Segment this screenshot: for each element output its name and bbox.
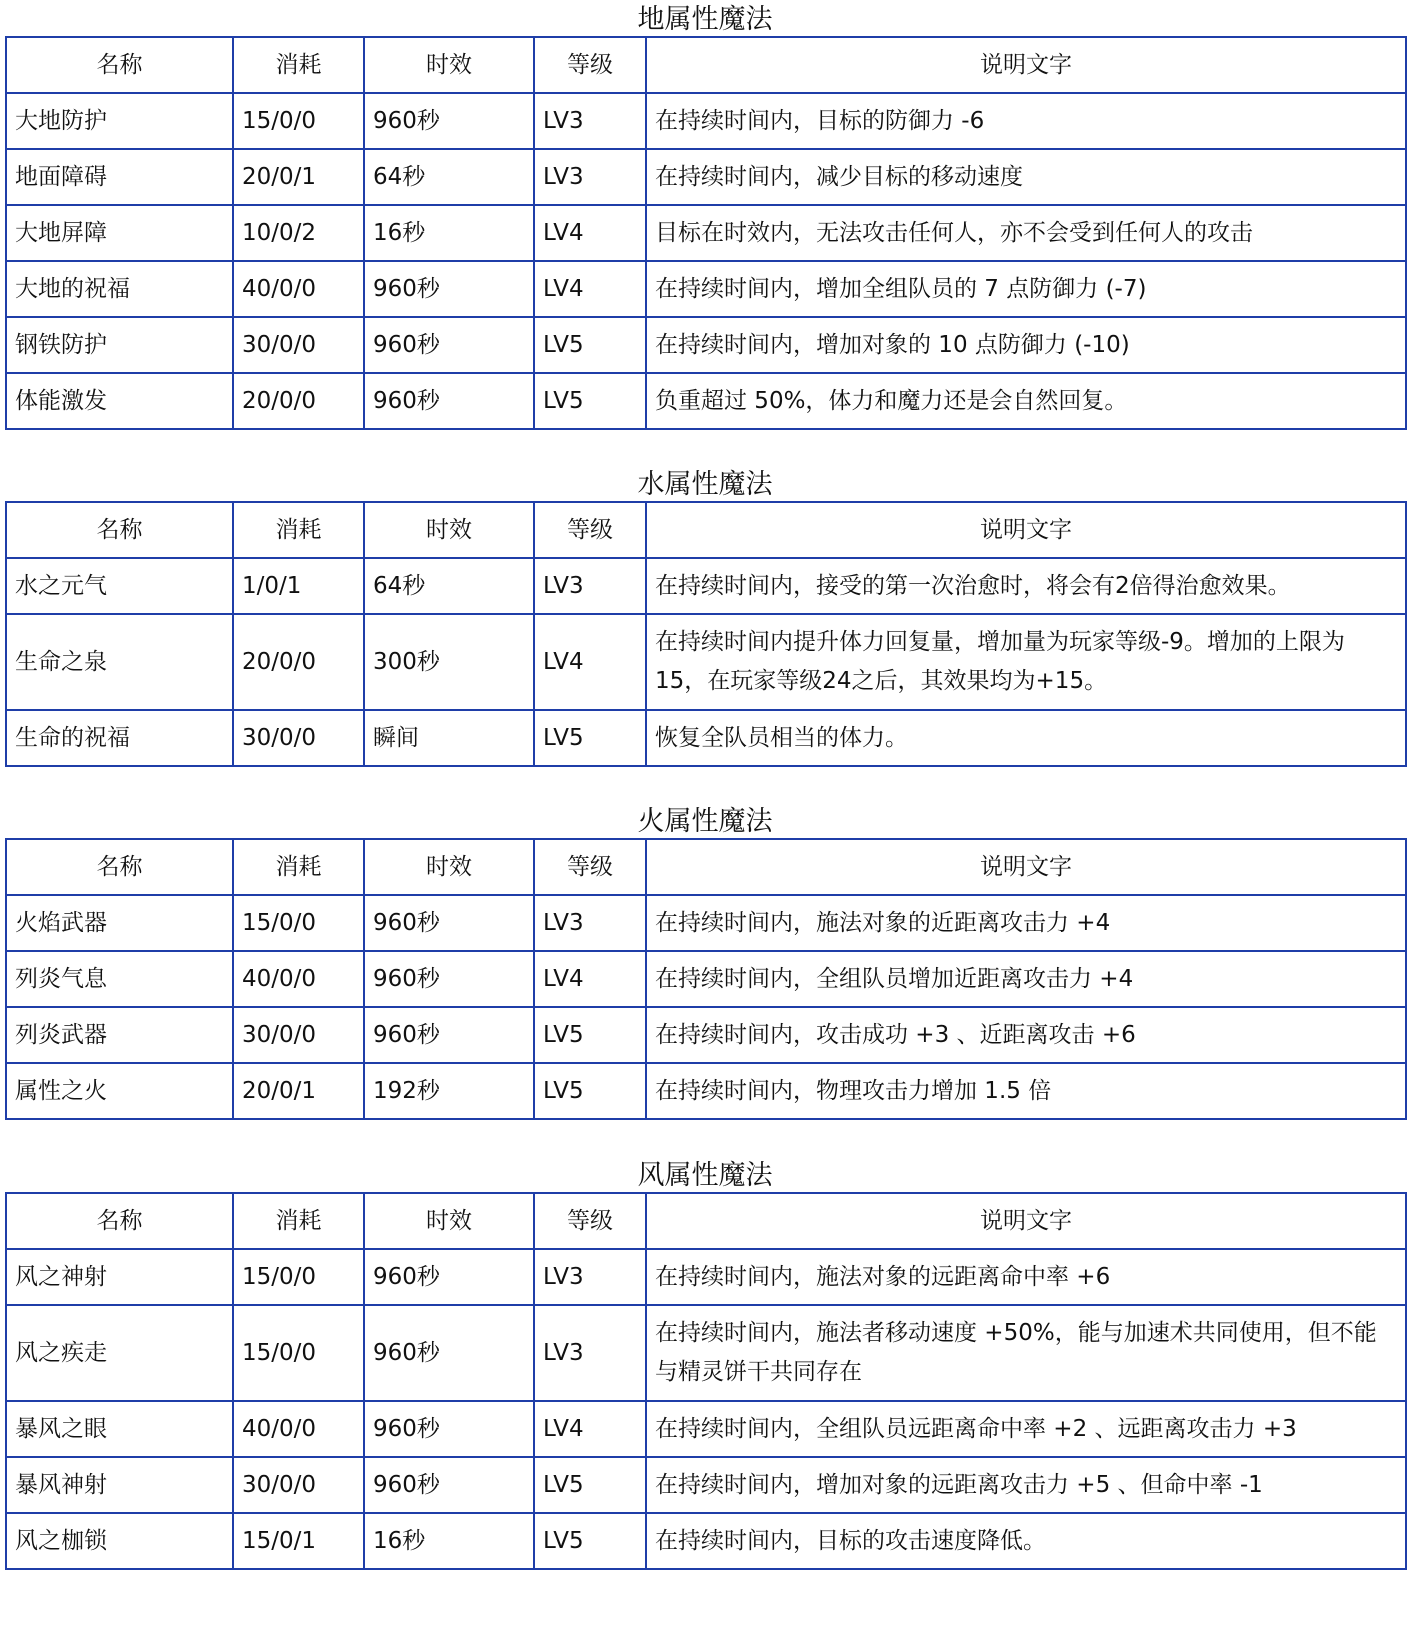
- cell-level: LV3: [534, 895, 646, 951]
- column-header-name: 名称: [6, 502, 233, 558]
- table-row: [6, 149, 1406, 205]
- cell-cost: 40/0/0: [233, 951, 364, 1007]
- cell-cost: 30/0/0: [233, 1007, 364, 1063]
- cell-duration: 64秒: [364, 558, 534, 614]
- section-title: 地属性魔法: [637, 4, 773, 35]
- cell-duration: 瞬间: [364, 710, 534, 766]
- cell-level: LV3: [534, 149, 646, 205]
- cell-duration: 960秒: [364, 261, 534, 317]
- table-header-row: [6, 839, 1406, 895]
- cell-cost: 20/0/1: [233, 149, 364, 205]
- cell-desc: 在持续时间内，增加对象的远距离攻击力 +5 、但命中率 -1: [646, 1457, 1406, 1513]
- cell-cost: 15/0/0: [233, 895, 364, 951]
- cell-level: LV3: [534, 1249, 646, 1305]
- cell-desc: 在持续时间内，增加对象的 10 点防御力 (-10): [646, 317, 1406, 373]
- section-fire-magic: [5, 802, 1405, 1120]
- cell-cost: 15/0/0: [233, 1249, 364, 1305]
- magic-table: [5, 1192, 1407, 1570]
- cell-duration: 960秒: [364, 317, 534, 373]
- cell-cost: 10/0/2: [233, 205, 364, 261]
- magic-table: [5, 36, 1407, 430]
- column-header-level: 等级: [534, 1193, 646, 1249]
- cell-desc: 恢复全队员相当的体力。: [646, 710, 1406, 766]
- cell-duration: 960秒: [364, 1401, 534, 1457]
- table-row: [6, 558, 1406, 614]
- section-title: 火属性魔法: [637, 806, 773, 837]
- cell-duration: 960秒: [364, 1457, 534, 1513]
- cell-duration: 64秒: [364, 149, 534, 205]
- cell-desc: 目标在时效内，无法攻击任何人，亦不会受到任何人的攻击: [646, 205, 1406, 261]
- table-row: [6, 261, 1406, 317]
- column-header-name: 名称: [6, 1193, 233, 1249]
- cell-desc: 在持续时间内，目标的防御力 -6: [646, 93, 1406, 149]
- column-header-duration: 时效: [364, 502, 534, 558]
- column-header-name: 名称: [6, 839, 233, 895]
- cell-cost: 40/0/0: [233, 1401, 364, 1457]
- cell-level: LV4: [534, 1401, 646, 1457]
- table-row: [6, 951, 1406, 1007]
- table-row: [6, 373, 1406, 429]
- cell-desc: 在持续时间内，物理攻击力增加 1.5 倍: [646, 1063, 1406, 1119]
- cell-cost: 40/0/0: [233, 261, 364, 317]
- table-row: [6, 710, 1406, 766]
- cell-cost: 20/0/0: [233, 373, 364, 429]
- column-header-duration: 时效: [364, 1193, 534, 1249]
- cell-level: LV3: [534, 558, 646, 614]
- cell-duration: 16秒: [364, 1513, 534, 1569]
- table-row: [6, 1249, 1406, 1305]
- column-header-desc: 说明文字: [646, 1193, 1406, 1249]
- cell-level: LV3: [534, 93, 646, 149]
- cell-desc: 在持续时间内，目标的攻击速度降低。: [646, 1513, 1406, 1569]
- section-earth-magic: [5, 0, 1405, 430]
- cell-name: 大地防护: [6, 93, 233, 149]
- cell-cost: 30/0/0: [233, 710, 364, 766]
- magic-table: [5, 501, 1407, 767]
- cell-level: LV4: [534, 261, 646, 317]
- cell-level: LV4: [534, 614, 646, 710]
- cell-level: LV4: [534, 951, 646, 1007]
- cell-level: LV5: [534, 710, 646, 766]
- cell-name: 大地的祝福: [6, 261, 233, 317]
- cell-duration: 300秒: [364, 614, 534, 710]
- cell-duration: 960秒: [364, 951, 534, 1007]
- cell-cost: 20/0/1: [233, 1063, 364, 1119]
- cell-desc: 在持续时间内，施法对象的近距离攻击力 +4: [646, 895, 1406, 951]
- cell-name: 暴风之眼: [6, 1401, 233, 1457]
- table-row: [6, 93, 1406, 149]
- cell-desc: 在持续时间内，全组队员增加近距离攻击力 +4: [646, 951, 1406, 1007]
- cell-level: LV5: [534, 1063, 646, 1119]
- section-title: 水属性魔法: [637, 469, 773, 500]
- cell-desc: 在持续时间内，接受的第一次治愈时，将会有2倍得治愈效果。: [646, 558, 1406, 614]
- cell-name: 生命的祝福: [6, 710, 233, 766]
- cell-name: 大地屏障: [6, 205, 233, 261]
- magic-table: [5, 838, 1407, 1120]
- cell-name: 属性之火: [6, 1063, 233, 1119]
- cell-cost: 30/0/0: [233, 1457, 364, 1513]
- table-header-row: [6, 37, 1406, 93]
- column-header-desc: 说明文字: [646, 839, 1406, 895]
- cell-name: 体能激发: [6, 373, 233, 429]
- table-row: [6, 1063, 1406, 1119]
- column-header-level: 等级: [534, 37, 646, 93]
- cell-cost: 1/0/1: [233, 558, 364, 614]
- cell-duration: 192秒: [364, 1063, 534, 1119]
- cell-name: 生命之泉: [6, 614, 233, 710]
- column-header-desc: 说明文字: [646, 37, 1406, 93]
- column-header-desc: 说明文字: [646, 502, 1406, 558]
- table-row: [6, 1007, 1406, 1063]
- cell-name: 钢铁防护: [6, 317, 233, 373]
- table-row: [6, 895, 1406, 951]
- table-header-row: [6, 1193, 1406, 1249]
- cell-desc: 在持续时间内，攻击成功 +3 、近距离攻击 +6: [646, 1007, 1406, 1063]
- cell-level: LV5: [534, 1513, 646, 1569]
- table-row: [6, 1513, 1406, 1569]
- column-header-cost: 消耗: [233, 37, 364, 93]
- cell-desc: 在持续时间内，施法者移动速度 +50%，能与加速术共同使用，但不能与精灵饼干共同存在: [646, 1305, 1406, 1401]
- cell-name: 水之元气: [6, 558, 233, 614]
- cell-duration: 960秒: [364, 1249, 534, 1305]
- column-header-cost: 消耗: [233, 502, 364, 558]
- cell-level: LV3: [534, 1305, 646, 1401]
- cell-name: 地面障碍: [6, 149, 233, 205]
- cell-cost: 15/0/0: [233, 93, 364, 149]
- cell-duration: 960秒: [364, 1007, 534, 1063]
- cell-level: LV5: [534, 317, 646, 373]
- cell-desc: 在持续时间内，全组队员远距离命中率 +2 、远距离攻击力 +3: [646, 1401, 1406, 1457]
- column-header-name: 名称: [6, 37, 233, 93]
- cell-level: LV5: [534, 1007, 646, 1063]
- cell-duration: 960秒: [364, 1305, 534, 1401]
- cell-name: 列炎武器: [6, 1007, 233, 1063]
- table-row: [6, 317, 1406, 373]
- cell-desc: 在持续时间内，增加全组队员的 7 点防御力 (-7): [646, 261, 1406, 317]
- cell-name: 风之疾走: [6, 1305, 233, 1401]
- table-row: [6, 1457, 1406, 1513]
- cell-duration: 960秒: [364, 93, 534, 149]
- section-water-magic: [5, 465, 1405, 767]
- table-row: [6, 1305, 1406, 1401]
- cell-name: 暴风神射: [6, 1457, 233, 1513]
- column-header-cost: 消耗: [233, 1193, 364, 1249]
- column-header-level: 等级: [534, 502, 646, 558]
- table-row: [6, 1401, 1406, 1457]
- cell-desc: 在持续时间内，减少目标的移动速度: [646, 149, 1406, 205]
- section-wind-magic: [5, 1156, 1405, 1570]
- cell-level: LV5: [534, 373, 646, 429]
- column-header-cost: 消耗: [233, 839, 364, 895]
- cell-desc: 负重超过 50%，体力和魔力还是会自然回复。: [646, 373, 1406, 429]
- cell-duration: 960秒: [364, 373, 534, 429]
- cell-cost: 15/0/0: [233, 1305, 364, 1401]
- column-header-level: 等级: [534, 839, 646, 895]
- cell-desc: 在持续时间内提升体力回复量，增加量为玩家等级-9。增加的上限为15，在玩家等级24之后，其效果均为+15。: [646, 614, 1406, 710]
- table-row: [6, 614, 1406, 710]
- cell-cost: 30/0/0: [233, 317, 364, 373]
- cell-name: 风之神射: [6, 1249, 233, 1305]
- cell-name: 风之枷锁: [6, 1513, 233, 1569]
- cell-name: 列炎气息: [6, 951, 233, 1007]
- cell-level: LV4: [534, 205, 646, 261]
- table-header-row: [6, 502, 1406, 558]
- cell-cost: 20/0/0: [233, 614, 364, 710]
- cell-name: 火焰武器: [6, 895, 233, 951]
- column-header-duration: 时效: [364, 37, 534, 93]
- cell-cost: 15/0/1: [233, 1513, 364, 1569]
- section-title: 风属性魔法: [637, 1160, 773, 1191]
- cell-duration: 16秒: [364, 205, 534, 261]
- cell-level: LV5: [534, 1457, 646, 1513]
- cell-desc: 在持续时间内，施法对象的远距离命中率 +6: [646, 1249, 1406, 1305]
- cell-duration: 960秒: [364, 895, 534, 951]
- table-row: [6, 205, 1406, 261]
- column-header-duration: 时效: [364, 839, 534, 895]
